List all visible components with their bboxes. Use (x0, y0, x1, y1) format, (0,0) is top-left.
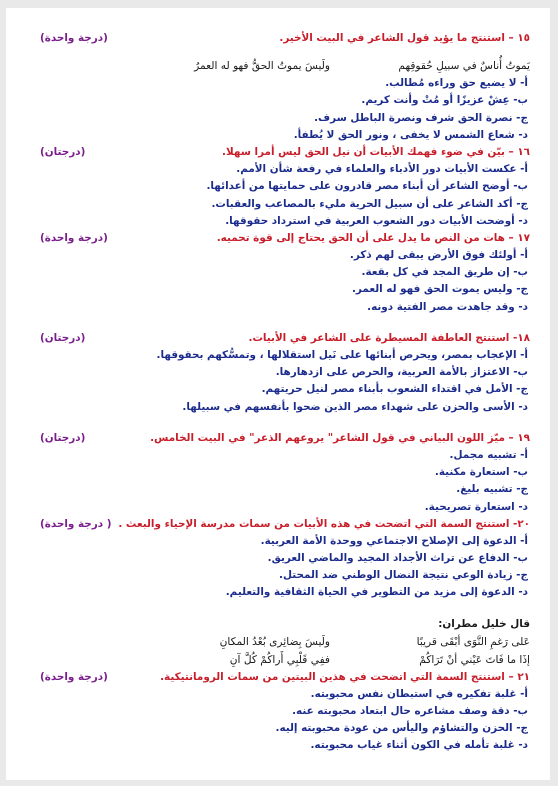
option-a: أ- لا يضيع حق وراءه مُطالب. (385, 77, 528, 90)
option-c: ج- الأمل في اقتداء الشعوب بأبناء مصر لنيل حريتهم. (261, 383, 528, 396)
question-mark: (درجة واحدة) (40, 231, 108, 244)
option-b: ب- الدفاع عن تراث الأجداد المجيد والماضي العريق. (267, 552, 528, 565)
question-mark: (درجة واحدة) (40, 32, 108, 44)
verse-second-hemistich: ففِي قَلْبِي أَراكُمْ كُلَّ آنِ (229, 653, 330, 666)
question-text: ٢١ – استنتج السمة التي اتضحت في هذين البيتين من سمات الرومانتيكية. (160, 670, 530, 683)
poet-intro: قال خليل مطران: (438, 617, 530, 630)
option-a: أ- أولئك فوق الأرض يبقى لهم ذكر. (349, 249, 528, 262)
option-c: ج- الحزن والتشاؤم واليأس من عودة محبوبته إليه. (275, 722, 528, 735)
option-d: د- استعارة تصريحية. (424, 500, 528, 513)
option-b: ب- إن طريق المجد في كل بقعة. (361, 266, 528, 279)
option-c: ج- نصرة الحق شرف ونصرة الباطل سرف. (314, 111, 528, 124)
question-text: ١٩ – ميّز اللون البياني في قول الشاعر" يروعهم الذعر" في البيت الخامس. (150, 431, 530, 444)
question-text: ١٧ – هات من النص ما يدل على أن الحق يحتاج إلى قوة تحميه. (216, 231, 530, 244)
question-19 (28, 430, 530, 447)
option-b: ب- دقة وصف مشاعره حال ابتعاد محبوبته عنه. (292, 705, 528, 717)
option-c: ج- تشبيه بليغ. (456, 483, 528, 496)
question-mark: ( درجة واحدة) (40, 517, 112, 530)
question-text: ١٦ – بيّن في ضوء فهمك الأبيات أن نيل الحق ليس أمرا سهلا. (222, 145, 530, 158)
question-mark: (درجتان) (40, 431, 86, 444)
option-c: ج- أكد الشاعر على أن سبيل الحرية مليء بالمصاعب والعقبات. (211, 197, 528, 210)
question-18 (28, 330, 530, 347)
verse-first-hemistich: يَموتُ أُناسٌ في سبيلِ حُقوقِهم (398, 60, 530, 73)
option-a: أ- الدعوة إلى الإصلاح الاجتماعي ووحدة الأمة العربية. (260, 534, 528, 547)
verse-second-hemistich: ولَيسَ بِضائِرى بُعْدُ المكانِ (219, 635, 330, 648)
question-mark: (درجتان) (40, 331, 86, 344)
option-c: ج- وليس يموت الحق فهو له العمر. (351, 283, 528, 296)
option-d: د- غلبة تأمله في الكون أثناء غياب محبوبته. (310, 739, 528, 752)
option-d: د- الأسى والحزن على شهداء مصر الذين ضحوا بأنفسهم في سبيلها. (182, 400, 528, 413)
question-mark: (درجتان) (40, 145, 86, 158)
option-d: د- الدعوة إلى مزيد من التطوير في الحياة الثقافية والتعليم. (225, 586, 528, 599)
option-b: ب- أوضح الشاعر أن أبناء مصر قادرون على حمايتها من أعدائها. (206, 180, 528, 193)
option-b: ب- الاعتزاز بالأمة العربية، والحرص على ازدهارها. (275, 366, 528, 379)
question-17 (28, 230, 530, 247)
option-c: ج- زيادة الوعي نتيجة النضال الوطني ضد المحتل. (279, 569, 528, 582)
verse-first-hemistich: إذَا ما فَاتَ عَيْني أنْ تَرَاكُمْ (419, 653, 530, 666)
question-mark: (درجة واحدة) (40, 670, 108, 683)
question-text: ٢٠- استنتج السمة التي اتضحت في هذه الأبيات من سمات مدرسة الإحياء والبعث . (118, 517, 530, 530)
exam-page (6, 8, 550, 780)
option-a: أ- تشبيه مجمل. (449, 448, 528, 461)
option-d: د- أوضحت الأبيات دور الشعوب العربية في استرداد حقوقها. (225, 214, 528, 227)
verse-first-hemistich: عَلى رَغمِ النَّوَى أبْقَى قريبًا (416, 635, 530, 648)
question-20 (28, 516, 530, 533)
question-21 (28, 669, 530, 686)
verse-second-hemistich: ولَيسَ يموتُ الحقُّ فهو له العمرُ (194, 60, 330, 73)
option-a: أ- الإعجاب بمصر، ويحرص أبنائها على نَيل استقلالها ، وتمسُّكهم بحقوقها. (156, 349, 528, 361)
option-b: ب- استعارة مكنية. (434, 466, 528, 479)
question-text: ١٨- استنتج العاطفة المسيطرة على الشاعر في الأبيات. (248, 331, 530, 344)
option-b: ب- عِشْ عزيزًا أو مُتْ وأنت كريم. (361, 94, 528, 107)
option-a: أ- عكست الأبيات دور الأدباء والعلماء في رفعة شأن الأمم. (236, 163, 528, 176)
verse-line (28, 651, 530, 669)
verse-line (28, 57, 530, 75)
option-d: د- شعاع الشمس لا يخفى ، ونور الحق لا يُطفأ. (293, 128, 528, 141)
verse-line (28, 633, 530, 651)
question-15 (28, 30, 530, 47)
option-d: د- وقد جاهدت مصر الفتية دونه. (367, 300, 528, 313)
question-16 (28, 144, 530, 161)
option-a: أ- غلبة تفكيره في استبطان نفس محبوبته. (310, 687, 528, 700)
question-text: ١٥ – استنتج ما يؤيد قول الشاعر في البيت الأخير. (279, 32, 530, 44)
